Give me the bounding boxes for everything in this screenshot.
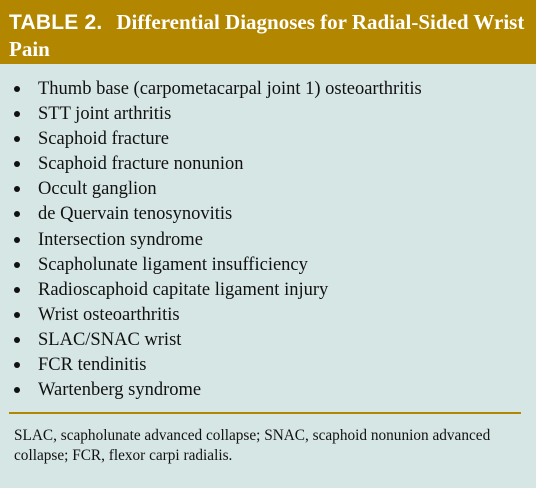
bullet-icon	[14, 86, 20, 92]
list-item-text: STT joint arthritis	[38, 104, 172, 125]
list-item-text: Scaphoid fracture	[38, 129, 169, 150]
bullet-icon	[14, 362, 20, 368]
table-title: Differential Diagnoses for Radial-Sided Wrist Pain	[9, 10, 525, 61]
list-item-text: Wartenberg syndrome	[38, 380, 202, 401]
table-footnote: SLAC, scapholunate advanced collapse; SNAC, scaphoid nonunion advanced collapse; FCR, flexor carpi radialis.	[14, 427, 491, 464]
footnote-divider	[9, 412, 521, 414]
bullet-icon	[14, 387, 20, 393]
list-item-text: SLAC/SNAC wrist	[38, 329, 182, 350]
bullet-icon	[14, 262, 20, 268]
list-item-text: Thumb base (carpometacarpal joint 1) osteoarthritis	[38, 79, 422, 99]
list-item-text: de Quervain tenosynovitis	[38, 204, 233, 225]
bullet-icon	[14, 337, 20, 343]
list-item-text: Scaphoid fracture nonunion	[38, 154, 244, 175]
bullet-icon	[14, 237, 20, 243]
bullet-icon	[14, 111, 20, 117]
list-item-text: Radioscaphoid capitate ligament injury	[38, 279, 329, 300]
list-item-text: Scapholunate ligament insufficiency	[38, 254, 308, 275]
bullet-icon	[14, 211, 20, 217]
list-item-text: FCR tendinitis	[38, 355, 147, 376]
list-item-text: Intersection syndrome	[38, 229, 203, 250]
list-item-text: Occult ganglion	[38, 179, 157, 200]
table-header	[0, 0, 536, 64]
bullet-icon	[14, 186, 20, 192]
list-item-text: Wrist osteoarthritis	[38, 304, 180, 325]
bullet-icon	[14, 312, 20, 318]
bullet-icon	[14, 287, 20, 293]
bullet-icon	[14, 161, 20, 167]
bullet-icon	[14, 136, 20, 142]
table-label: TABLE 2.	[9, 11, 103, 34]
